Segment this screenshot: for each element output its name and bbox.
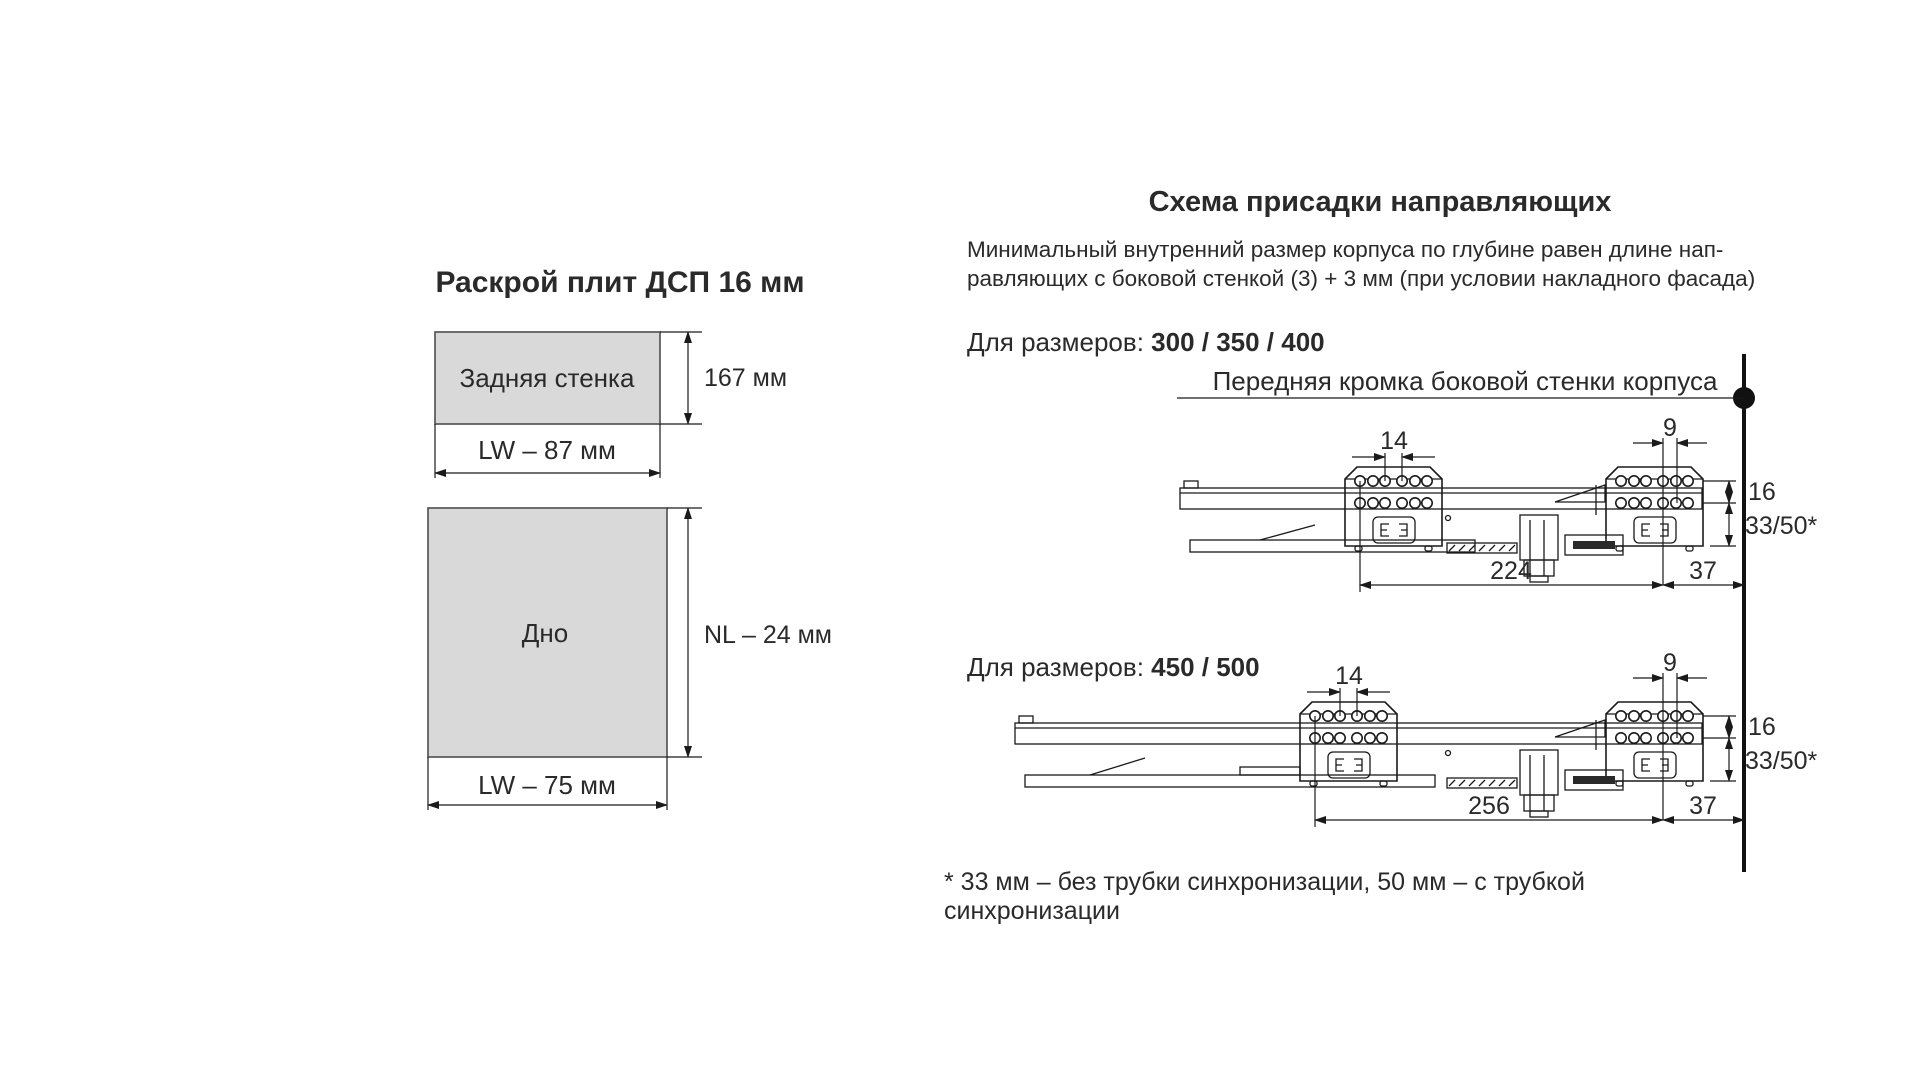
sync-tube-footnote: * 33 мм – без трубки синхронизации, 50 мм – с трубкой синхронизации (944, 868, 1585, 925)
bottom-plate-width-dimension (428, 757, 667, 810)
coupling-mechanism-1 (1446, 485, 1624, 582)
slide-drilling-diagram (940, 350, 1824, 890)
dim-14-1 (1352, 427, 1435, 481)
dim-16-33-1 (1703, 478, 1818, 546)
dim-16-33-2 (1703, 713, 1818, 781)
description-line-2: равляющих с боковой стенкой (3) + 3 мм (при условии накладного фасада) (967, 265, 1756, 291)
slide-drawing-450-500 (1015, 649, 1818, 827)
back-wall-height-dimension (660, 332, 787, 424)
bottom-plate-height-dimension (667, 508, 832, 757)
front-edge-label: Передняя кромка боковой стенки корпуса (1212, 366, 1718, 396)
bottom-plate-height-label: NL – 24 мм (704, 621, 832, 649)
dim-37-label-1: 37 (1689, 557, 1717, 585)
back-wall-width-label: LW – 87 мм (478, 435, 616, 465)
dim-33-50-label-1: 33/50* (1745, 512, 1818, 540)
description-line-1: Минимальный внутренний размер корпуса по глубине равен длине нап- (967, 237, 1724, 262)
sizes-prefix-2: Для размеров: (967, 652, 1144, 682)
slide-rail-1 (1180, 481, 1702, 552)
left-panel-title: Раскрой плит ДСП 16 мм (435, 266, 805, 299)
sizes-prefix-1: Для размеров: (967, 327, 1144, 357)
bottom-plate-label: Дно (521, 618, 569, 648)
dim-16-label-1: 16 (1748, 478, 1776, 506)
dim-14-2 (1307, 662, 1390, 716)
bottom-plate-width-label: LW – 75 мм (478, 770, 616, 800)
dim-224-label: 224 (1490, 557, 1532, 585)
dim-33-50-label-2: 33/50* (1745, 747, 1818, 775)
dim-256-label: 256 (1468, 792, 1510, 820)
right-panel-title: Схема присадки направляющих (1148, 186, 1612, 218)
dim-37-label-2: 37 (1689, 792, 1717, 820)
dim-9-label-1: 9 (1663, 414, 1677, 442)
dim-16-label-2: 16 (1748, 713, 1776, 741)
back-wall-label: Задняя стенка (459, 363, 635, 393)
description-paragraph (967, 236, 1797, 293)
chipboard-cutting-diagram (340, 260, 870, 840)
back-wall-height-label: 167 мм (704, 364, 788, 392)
sizes-values-2: 450 / 500 (1151, 652, 1260, 682)
dim-14-label-1: 14 (1380, 427, 1408, 455)
dim-9-label-2: 9 (1663, 649, 1677, 677)
slide-drawing-300-400 (1180, 414, 1818, 592)
sizes-values-1: 300 / 350 / 400 (1151, 327, 1325, 357)
back-wall-width-dimension (435, 424, 660, 478)
dim-14-label-2: 14 (1335, 662, 1363, 690)
